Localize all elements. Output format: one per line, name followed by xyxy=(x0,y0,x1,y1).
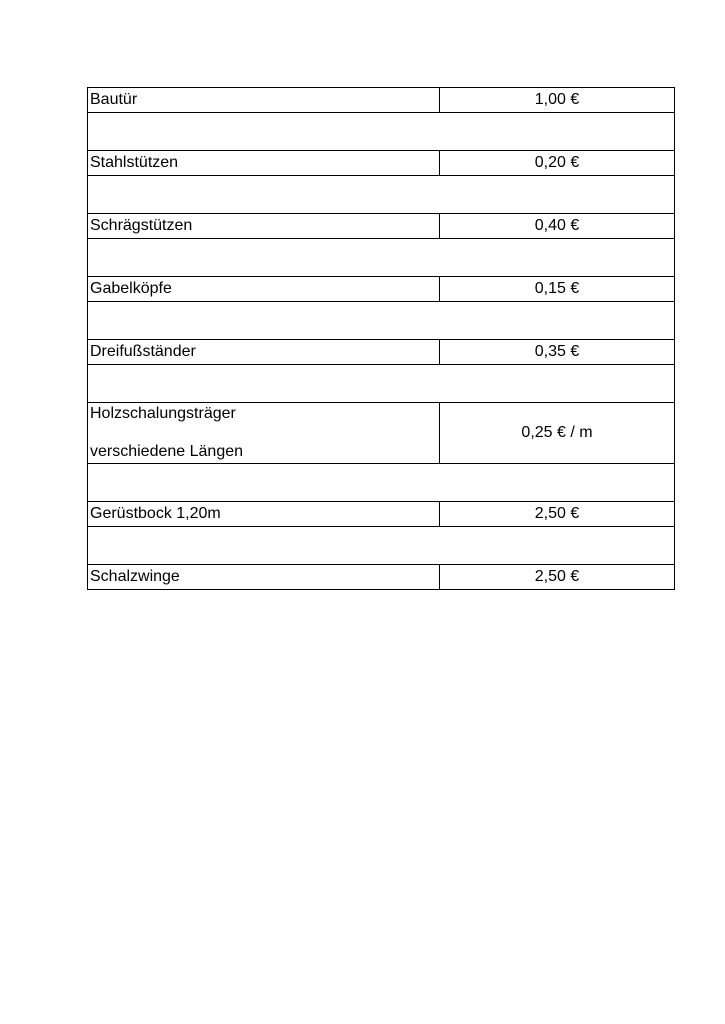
item-name-line: verschiedene Längen xyxy=(90,443,244,460)
table-row xyxy=(88,214,675,239)
empty-cell xyxy=(88,464,675,502)
item-name xyxy=(88,403,440,464)
item-name: Gabelköpfe xyxy=(88,277,440,302)
item-name: Bautür xyxy=(88,88,440,113)
empty-cell xyxy=(88,365,675,403)
empty-cell xyxy=(88,176,675,214)
spacer-row xyxy=(88,527,675,565)
item-price: 1,00 € xyxy=(440,88,675,113)
empty-cell xyxy=(88,527,675,565)
item-name-line: Holzschalungsträger xyxy=(90,405,236,422)
item-price: 0,40 € xyxy=(440,214,675,239)
empty-cell xyxy=(88,239,675,277)
table-row xyxy=(88,403,675,464)
item-price: 0,15 € xyxy=(440,277,675,302)
empty-cell xyxy=(88,113,675,151)
spacer-row xyxy=(88,302,675,340)
item-name: Dreifußständer xyxy=(88,340,440,365)
table-row xyxy=(88,565,675,590)
item-price: 0,20 € xyxy=(440,151,675,176)
table-row xyxy=(88,502,675,527)
item-name: Stahlstützen xyxy=(88,151,440,176)
table-row xyxy=(88,277,675,302)
spacer-row xyxy=(88,365,675,403)
table-row xyxy=(88,151,675,176)
item-name: Gerüstbock 1,20m xyxy=(88,502,440,527)
table-row xyxy=(88,340,675,365)
item-name: Schrägstützen xyxy=(88,214,440,239)
table-row xyxy=(88,88,675,113)
spacer-row xyxy=(88,239,675,277)
empty-cell xyxy=(88,302,675,340)
item-price: 2,50 € xyxy=(440,502,675,527)
price-table xyxy=(87,87,675,590)
item-price: 0,25 € / m xyxy=(440,403,675,464)
item-price: 0,35 € xyxy=(440,340,675,365)
spacer-row xyxy=(88,176,675,214)
item-price: 2,50 € xyxy=(440,565,675,590)
spacer-row xyxy=(88,464,675,502)
spacer-row xyxy=(88,113,675,151)
item-name: Schalzwinge xyxy=(88,565,440,590)
